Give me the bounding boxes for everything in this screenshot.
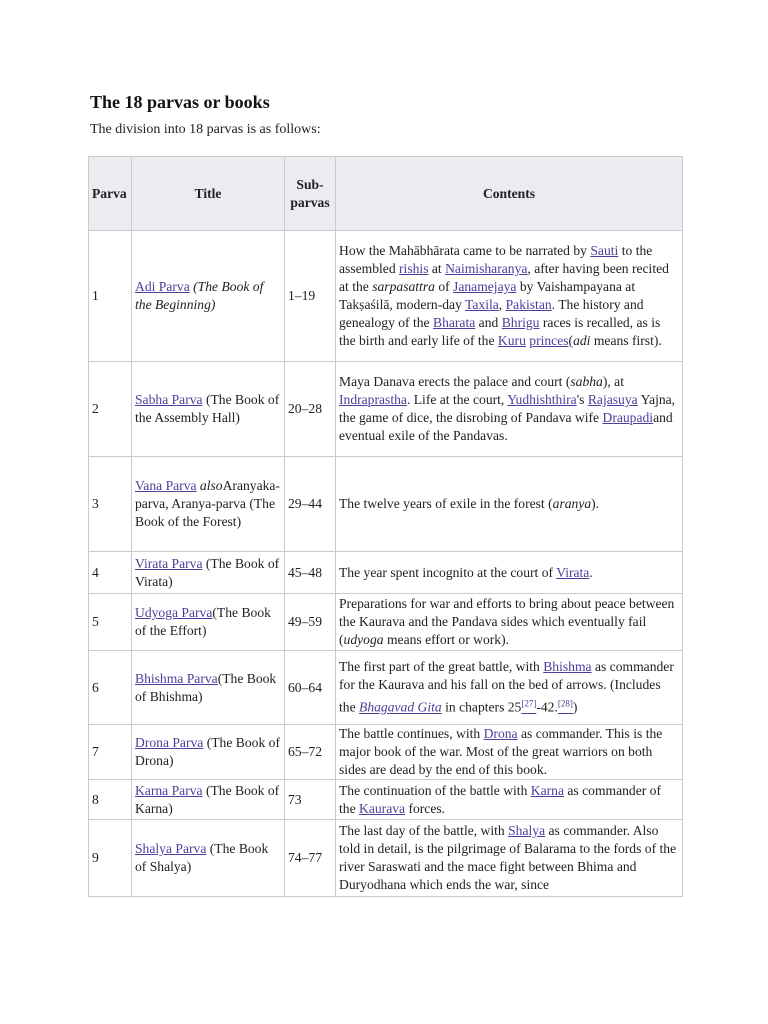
contents-text: forces. (405, 800, 446, 816)
parva-contents (336, 552, 683, 594)
title-text: (The Book of Virata) (135, 555, 280, 589)
wiki-link[interactable]: Vana Parva (135, 478, 197, 493)
contents-text: adi (573, 333, 591, 348)
parva-title (132, 651, 285, 725)
contents-text: The last day of the battle, with (339, 823, 509, 838)
subparvas-range: 65–72 (285, 725, 336, 780)
contents-text: The first part of the great battle, with (339, 659, 544, 675)
contents-text: . (589, 564, 593, 580)
contents-text: ), at (602, 374, 624, 389)
contents-text: ) (572, 699, 578, 715)
wiki-link[interactable]: Udyoga Parva (135, 605, 213, 620)
title-text: (The Book of Karna) (135, 782, 280, 816)
parvas-table (88, 156, 683, 897)
parva-number: 1 (89, 231, 132, 362)
contents-text: by Vaishampayana at Takṣaśilā, modern-day (339, 279, 636, 312)
contents-text: Yajna, the game of dice, the disrobing of Pandava wife (339, 392, 676, 425)
wiki-link[interactable]: Karna Parva (135, 782, 203, 798)
wiki-link[interactable]: rishis (399, 261, 429, 276)
wiki-link[interactable]: Karna (530, 782, 564, 798)
contents-text: and eventual exile of the Pandavas. (339, 410, 673, 443)
wiki-link[interactable]: Pakistan (505, 297, 552, 312)
parva-contents (336, 780, 683, 820)
parva-number: 9 (89, 820, 132, 897)
wiki-link[interactable]: Naimisharanya (445, 261, 528, 276)
wiki-link[interactable]: princes (529, 333, 569, 348)
table-row (89, 725, 683, 780)
table-row (89, 552, 683, 594)
contents-text: How the Mahābhārata came to be narrated by (339, 243, 591, 258)
parva-title (132, 457, 285, 552)
citation-link[interactable]: [28] (557, 698, 573, 709)
contents-text: means effort or work). (383, 632, 510, 647)
section-heading: The 18 parvas or books (90, 92, 270, 112)
wiki-link[interactable]: Kaurava (359, 800, 406, 816)
title-text: (The Book of the Effort) (135, 605, 271, 638)
wiki-link[interactable]: Indraprastha (339, 392, 407, 407)
parva-contents (336, 362, 683, 457)
subparvas-range: 49–59 (285, 594, 336, 651)
contents-text: ( (568, 333, 574, 348)
contents-text: in chapters 25 (441, 699, 522, 715)
wiki-link[interactable]: Drona (483, 726, 518, 741)
table-row (89, 820, 683, 897)
column-header-subparvas: Sub-parvas (285, 157, 336, 231)
wiki-link[interactable]: Taxila (465, 297, 499, 312)
contents-text: sarpasattra (372, 279, 435, 294)
citation-link[interactable]: [27] (521, 698, 537, 709)
subparvas-range: 74–77 (285, 820, 336, 897)
wiki-link[interactable]: Rajasuya (587, 392, 638, 407)
parva-contents (336, 651, 683, 725)
contents-text: , (498, 297, 506, 312)
title-text: Aranyaka-parva, Aranya-parva (The Book of the Forest) (135, 478, 280, 529)
column-header-contents: Contents (336, 157, 683, 231)
contents-text: of (434, 279, 454, 294)
table-row (89, 780, 683, 820)
parva-number: 3 (89, 457, 132, 552)
contents-text: means first). (590, 333, 662, 348)
table-row (89, 651, 683, 725)
wiki-link[interactable]: Shalya Parva (135, 841, 207, 856)
wiki-link[interactable]: Bhishma Parva (135, 670, 218, 686)
contents-text: . The history and genealogy of the (339, 297, 644, 330)
wiki-link[interactable]: Bharata (433, 315, 476, 330)
parva-number: 5 (89, 594, 132, 651)
wiki-link[interactable]: Bhrigu (501, 315, 540, 330)
contents-text: as commander. Also told in detail, is the pilgrimage of Balarama to the fords of the river Saraswati and the mace fight between Bhima and Duryodhana which ends the war, since (339, 823, 677, 892)
parva-number: 4 (89, 552, 132, 594)
table-row (89, 231, 683, 362)
contents-text: The twelve years of exile in the forest ( (339, 496, 553, 511)
table-row (89, 362, 683, 457)
parva-number: 7 (89, 725, 132, 780)
wiki-link[interactable]: Shalya (508, 823, 546, 838)
column-header-title: Title (132, 157, 285, 231)
wiki-link[interactable]: Yudhishthira (507, 392, 577, 407)
parva-title (132, 725, 285, 780)
contents-text: as commander for the Kaurava and his fall on the bed of arrows. (Includes the (339, 659, 674, 715)
contents-text: aranya (552, 496, 592, 511)
contents-text: sabha (570, 374, 603, 389)
parva-title (132, 820, 285, 897)
title-text: (The Book of Shalya) (135, 841, 269, 874)
contents-text: Maya Danava erects the palace and court ( (339, 374, 571, 389)
parva-title (132, 594, 285, 651)
contents-text: to the assembled (339, 243, 653, 276)
parva-number: 8 (89, 780, 132, 820)
parva-contents (336, 231, 683, 362)
wiki-link[interactable]: Sabha Parva (135, 392, 203, 407)
title-text: (The Book of the Beginning) (135, 279, 264, 312)
parva-title (132, 362, 285, 457)
column-header-parva: Parva (89, 157, 132, 231)
contents-text: as commander. This is the major book of the war. Most of the great warriors on both sides are dead by the end of this book. (339, 726, 663, 777)
wiki-link[interactable]: Draupadi (602, 410, 654, 425)
parva-title (132, 780, 285, 820)
wiki-link[interactable]: Drona Parva (135, 735, 204, 750)
wiki-link[interactable]: Adi Parva (135, 279, 190, 294)
wiki-link[interactable]: Bhagavad Gita (359, 699, 442, 715)
intro-text: The division into 18 parvas is as follows: (90, 122, 321, 137)
contents-text: and (475, 315, 502, 330)
parva-title (132, 552, 285, 594)
title-text: (The Book of the Assembly Hall) (135, 392, 280, 425)
contents-text: as commander of the (339, 782, 662, 816)
contents-text: The battle continues, with (339, 726, 484, 741)
parva-number: 6 (89, 651, 132, 725)
subparvas-range: 73 (285, 780, 336, 820)
table-header-row (89, 157, 683, 231)
contents-text: . Life at the court, (406, 392, 508, 407)
parva-title (132, 231, 285, 362)
parva-contents (336, 820, 683, 897)
wiki-link[interactable]: Sauti (590, 243, 619, 258)
parva-number: 2 (89, 362, 132, 457)
subparvas-range: 20–28 (285, 362, 336, 457)
subparvas-range: 45–48 (285, 552, 336, 594)
subparvas-range: 1–19 (285, 231, 336, 362)
contents-text: udyoga (343, 632, 384, 647)
table-row (89, 457, 683, 552)
contents-text: races is recalled, as is the birth and early life of the (339, 315, 661, 348)
wiki-link[interactable]: Virata (556, 564, 590, 580)
parva-contents (336, 725, 683, 780)
contents-text: ). (591, 496, 600, 511)
contents-text: Preparations for war and efforts to bring about peace between the Kaurava and the Pandava sides which eventually fail ( (339, 596, 675, 647)
table-row (89, 594, 683, 651)
contents-text: -42. (536, 699, 558, 715)
subparvas-range: 60–64 (285, 651, 336, 725)
contents-text: The year spent incognito at the court of (339, 564, 557, 580)
wiki-link[interactable]: Virata Parva (135, 555, 203, 571)
contents-text: at (428, 261, 446, 276)
contents-text: The continuation of the battle with (339, 782, 531, 798)
subparvas-range: 29–44 (285, 457, 336, 552)
parva-contents (336, 457, 683, 552)
contents-text: 's (576, 392, 588, 407)
parva-contents (336, 594, 683, 651)
title-text: (The Book of Bhishma) (135, 670, 277, 704)
title-text: (The Book of Drona) (135, 735, 280, 768)
wiki-link[interactable]: Bhishma (543, 659, 592, 675)
contents-text: , after having been recited at the (339, 261, 669, 294)
title-text: also (196, 478, 223, 493)
wiki-link[interactable]: Janamejaya (453, 279, 517, 294)
wiki-link[interactable]: Kuru (497, 333, 526, 348)
